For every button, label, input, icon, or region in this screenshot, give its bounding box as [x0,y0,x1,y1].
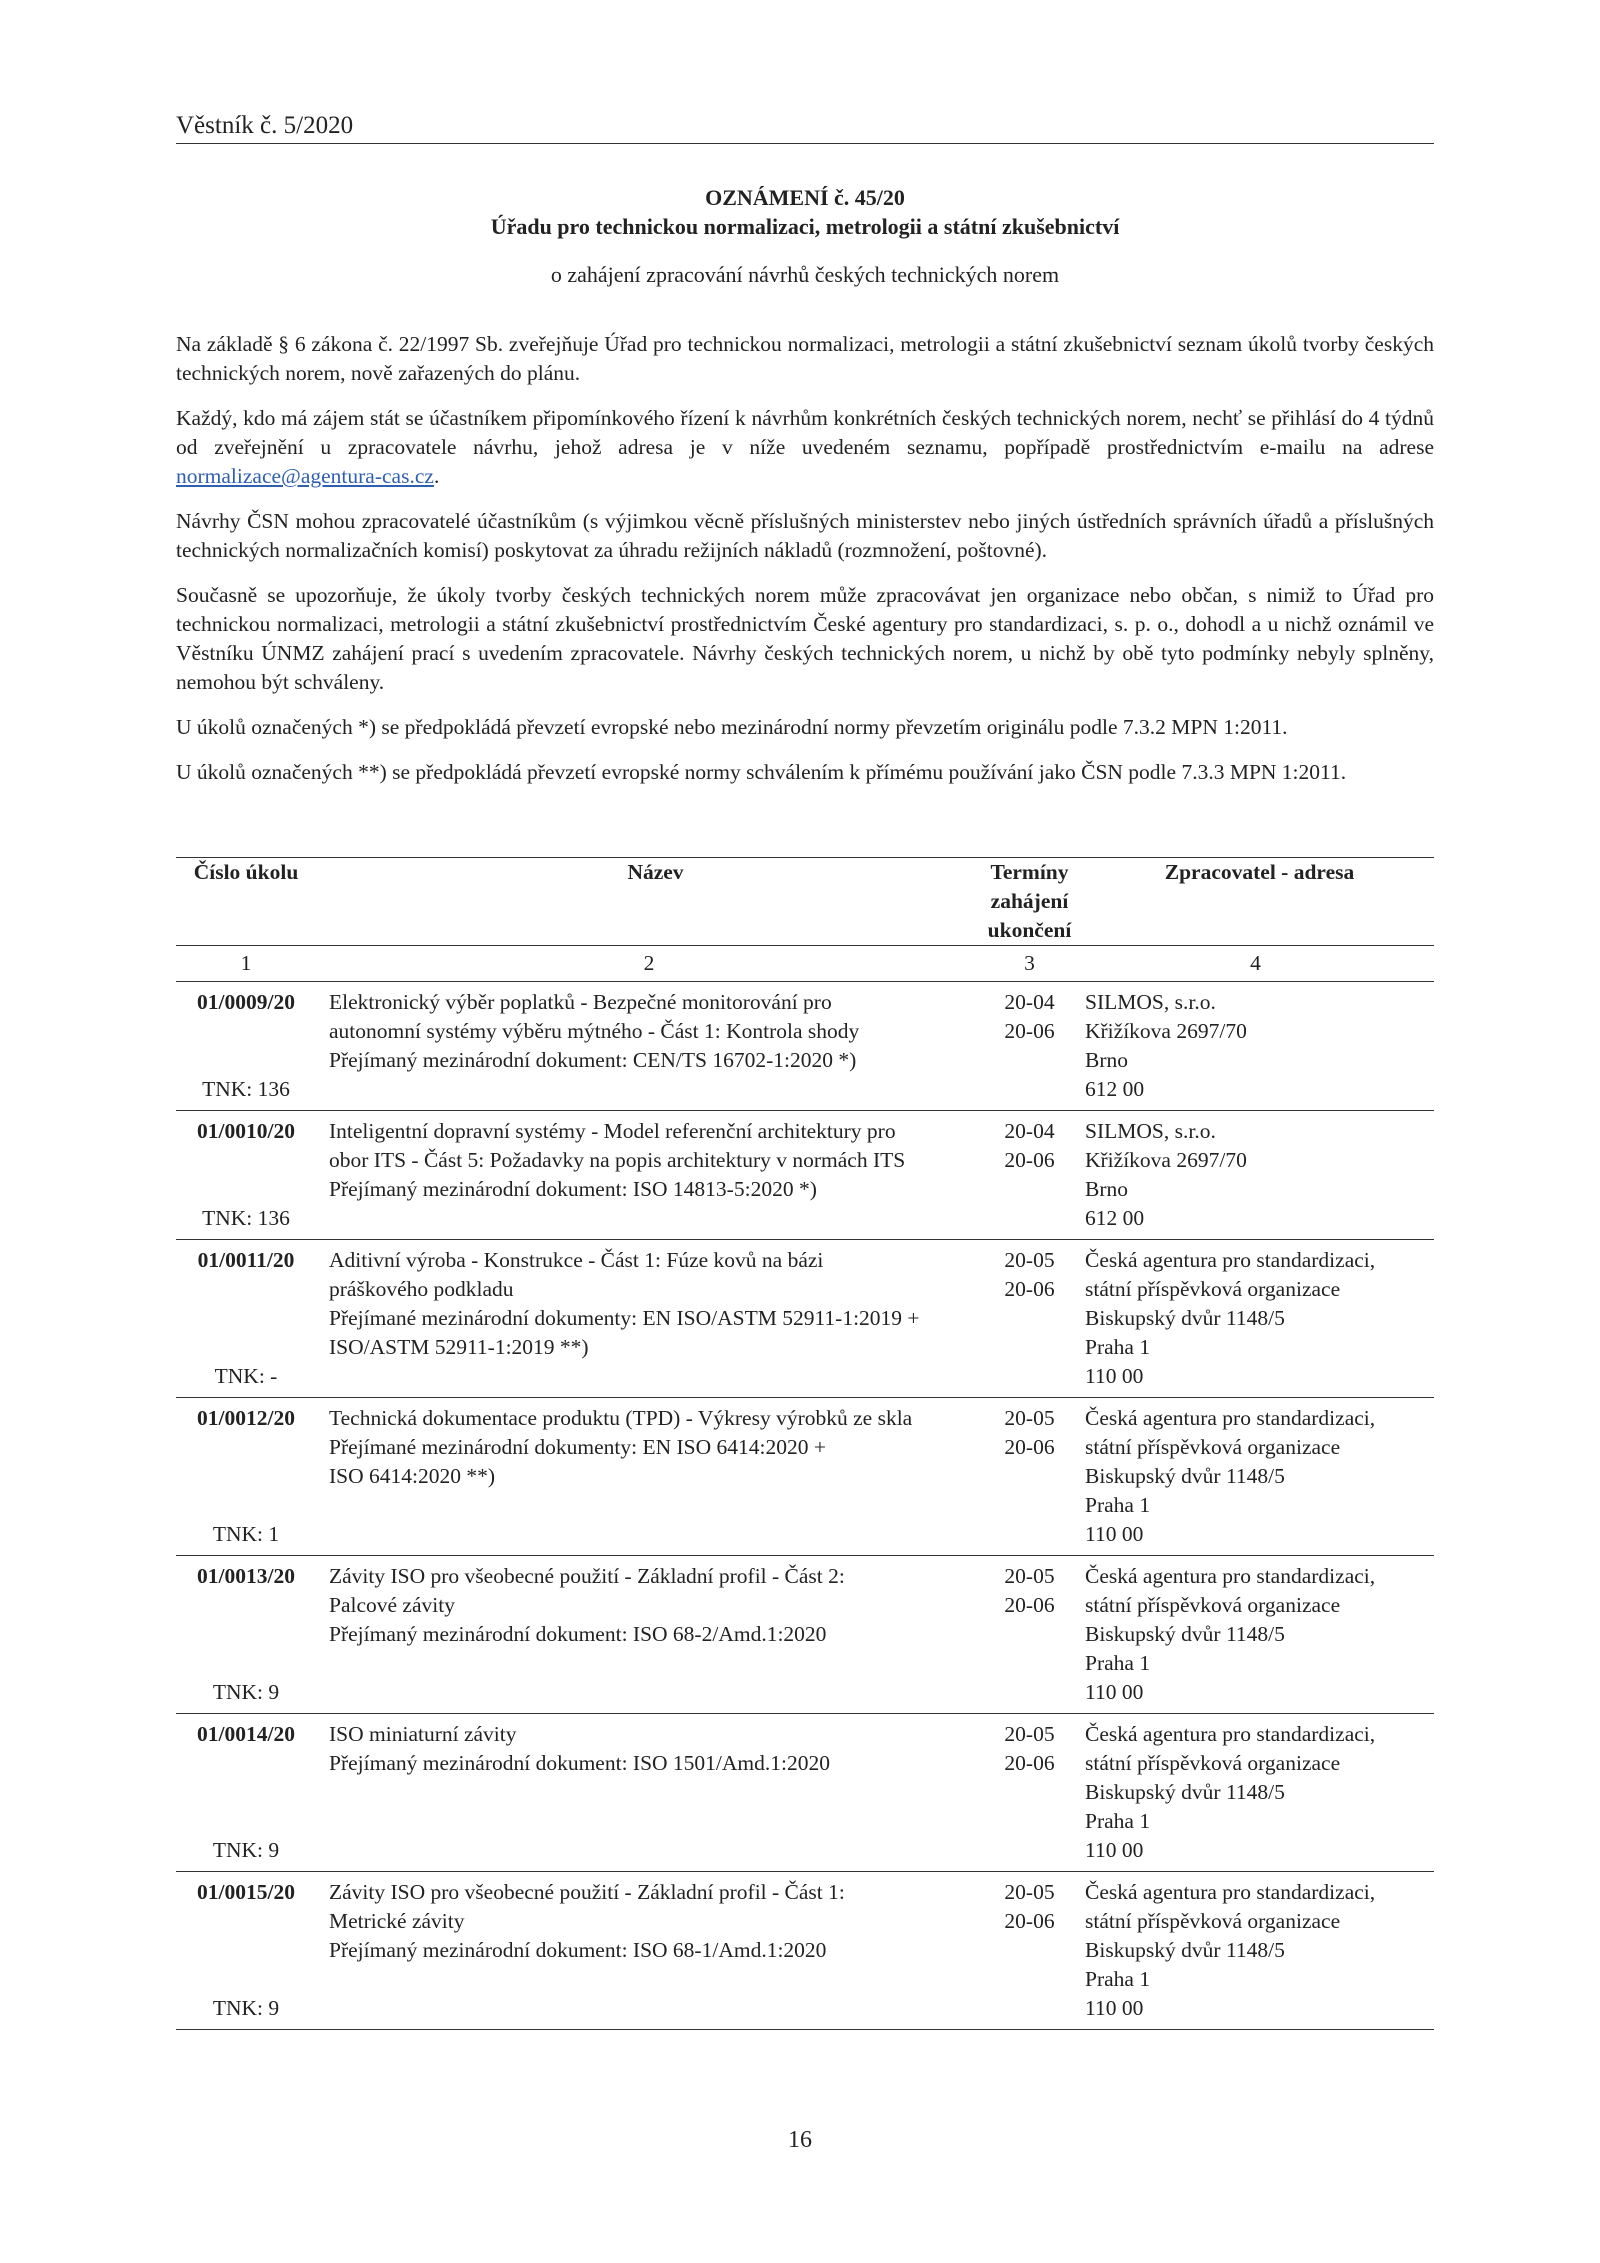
processor-address-line: Biskupský dvůr 1148/5 [1085,1306,1285,1330]
table-row [176,1111,1434,1240]
header-task-number: Číslo úkolu [193,860,299,884]
table-row [176,1240,1434,1398]
spacer [176,1017,316,1075]
processor-address-line: Česká agentura pro standardizaci, [1085,1564,1376,1588]
start-date: 20-05 [1004,1406,1055,1430]
task-id: 01/0014/20 [197,1722,295,1746]
header-dates-line: zahájení [990,889,1069,913]
processor-address-line: Praha 1 [1085,1809,1151,1833]
spacer [176,1591,316,1678]
header-processor: Zpracovatel - adresa [1164,860,1355,884]
task-name-cell [316,1398,982,1556]
start-date: 20-05 [1004,1722,1055,1746]
processor-address-line: 110 00 [1085,1838,1144,1862]
task-name-line: Přejímaný mezinárodní dokument: ISO 14813-5:2020 *) [329,1177,817,1201]
task-id-cell [176,1714,316,1872]
task-name-line: Elektronický výběr poplatků - Bezpečné monitorování pro [329,990,832,1014]
task-dates-cell [982,982,1077,1111]
task-id-cell [176,1111,316,1240]
end-date: 20-06 [1004,1019,1055,1043]
paragraph-conditions: Současně se upozorňuje, že úkoly tvorby českých technických norem může zpracovávat jen organizace nebo občan, s nimiž to Úřad pro technickou normalizaci, metrologii a státní zkušebnictví prostřednictvím České agentury pro standardizaci, s. p. o., dohodl a u nichž oznámil ve Věstníku ÚNMZ zahájení prací s uvedením zpracovatele. Návrhy českých technických norem, u nichž by obě tyto podmínky nebyly splněny, nemohou být schváleny. [176,583,1434,694]
processor-address-line: státní příspěvková organizace [1085,1593,1341,1617]
task-id: 01/0013/20 [197,1564,295,1588]
table-body [176,982,1434,2030]
processor-address-line: Praha 1 [1085,1335,1151,1359]
processor-cell [1077,1240,1434,1398]
paragraph-participation [176,404,1434,491]
task-name-cell [316,1714,982,1872]
processor-cell [1077,1556,1434,1714]
task-name-line: Aditivní výroba - Konstrukce - Část 1: Fúze kovů na bázi [329,1248,824,1272]
column-number-row [176,946,1434,982]
paragraph-note-double-star: U úkolů označených **) se předpokládá převzetí evropské normy schválením k přímému používání jako ČSN podle 7.3.3 MPN 1:2011. [176,760,1347,784]
start-date: 20-05 [1004,1564,1055,1588]
task-id: 01/0012/20 [197,1406,295,1430]
table-row [176,1556,1434,1714]
task-name-line: Technická dokumentace produktu (TPD) - Výkresy výrobků ze skla [329,1406,913,1430]
end-date: 20-06 [1004,1148,1055,1172]
processor-address-line: 110 00 [1085,1522,1144,1546]
processor-address-line: Biskupský dvůr 1148/5 [1085,1780,1285,1804]
processor-address-line: 612 00 [1085,1206,1145,1230]
processor-address-line: Praha 1 [1085,1967,1151,1991]
processor-address-line: státní příspěvková organizace [1085,1277,1341,1301]
task-name-line: Inteligentní dopravní systémy - Model referenční architektury pro [329,1119,896,1143]
start-date: 20-05 [1004,1880,1055,1904]
processor-address-line: Brno [1085,1177,1128,1201]
processor-address-line: Biskupský dvůr 1148/5 [1085,1938,1285,1962]
task-name-line: práškového podkladu [329,1277,514,1301]
task-name-line: Přejímaný mezinárodní dokument: ISO 68-1/Amd.1:2020 [329,1938,827,1962]
table-row [176,1872,1434,2030]
task-dates-cell [982,1398,1077,1556]
processor-address-line: 612 00 [1085,1077,1145,1101]
tasks-table [176,857,1434,2030]
tnk-label: TNK: - [214,1364,278,1388]
table-row [176,1714,1434,1872]
announcement-title: OZNÁMENÍ č. 45/20 [705,185,905,210]
announcement-subject: o zahájení zpracování návrhů českých technických norem [550,262,1060,287]
task-id: 01/0015/20 [197,1880,295,1904]
task-id: 01/0009/20 [197,990,295,1014]
tnk-label: TNK: 9 [212,1680,280,1704]
column-number: 2 [316,946,982,982]
paragraph-fees: Návrhy ČSN mohou zpracovatelé účastníkům (s výjimkou věcně příslušných ministerstev nebo jiných ústředních správních úřadů a příslušných technických normalizačních komisí) poskytovat za úhradu režijních nákladů (rozmnožení, poštovné). [176,509,1434,562]
task-name-cell [316,982,982,1111]
spacer [176,1749,316,1836]
task-dates-cell [982,1872,1077,2030]
table-row [176,1398,1434,1556]
processor-address-line: státní příspěvková organizace [1085,1751,1341,1775]
processor-address-line: Křižíkova 2697/70 [1085,1148,1247,1172]
column-number: 1 [176,946,316,982]
processor-cell [1077,1111,1434,1240]
tnk-label: TNK: 1 [212,1522,280,1546]
spacer [176,1275,316,1362]
end-date: 20-06 [1004,1277,1055,1301]
task-dates-cell [982,1240,1077,1398]
task-id: 01/0011/20 [197,1248,295,1272]
processor-address-line: Biskupský dvůr 1148/5 [1085,1622,1285,1646]
task-id-cell [176,982,316,1111]
task-name-line: obor ITS - Část 5: Požadavky na popis architektury v normách ITS [329,1148,906,1172]
task-name-line: Palcové závity [329,1593,455,1617]
column-number: 4 [1077,946,1434,982]
header-dates-line: ukončení [987,918,1072,942]
processor-address-line: státní příspěvková organizace [1085,1909,1341,1933]
start-date: 20-04 [1004,1119,1055,1143]
paragraph-participation-text: Každý, kdo má zájem stát se účastníkem připomínkového řízení k návrhům konkrétních českých technických norem, nechť se přihlásí do 4 týdnů od zveřejnění u zpracovatele návrhu, jehož adresa je v níže uvedeném seznamu, popřípadě prostřednictvím e-mailu na adrese [176,406,1434,459]
paragraph-note-single-star: U úkolů označených *) se předpokládá převzetí evropské nebo mezinárodní normy převzetím originálu podle 7.3.2 MPN 1:2011. [176,715,1288,739]
end-date: 20-06 [1004,1593,1055,1617]
title-block [176,183,1434,289]
task-name-cell [316,1111,982,1240]
tnk-label: TNK: 9 [212,1996,280,2020]
task-dates-cell [982,1714,1077,1872]
task-name-line: ISO 6414:2020 **) [329,1464,496,1488]
processor-address-line: 110 00 [1085,1996,1144,2020]
task-id-cell [176,1556,316,1714]
task-id-cell [176,1872,316,2030]
processor-address-line: SILMOS, s.r.o. [1085,1119,1216,1143]
task-id-cell [176,1240,316,1398]
email-link[interactable]: normalizace@agentura-cas.cz [176,464,434,488]
task-name-line: Závity ISO pro všeobecné použití - Základní profil - Část 1: [329,1880,845,1904]
processor-cell [1077,1398,1434,1556]
processor-address-line: 110 00 [1085,1364,1144,1388]
start-date: 20-04 [1004,990,1055,1014]
task-dates-cell [982,1556,1077,1714]
issuer-name: Úřadu pro technickou normalizaci, metrologii a státní zkušebnictví [490,214,1120,239]
tnk-label: TNK: 9 [212,1838,280,1862]
processor-address-line: Česká agentura pro standardizaci, [1085,1722,1376,1746]
header-name: Název [627,860,684,884]
task-name-line: Přejímaný mezinárodní dokument: CEN/TS 16702-1:2020 *) [329,1048,857,1072]
table-header-row [176,858,1434,946]
processor-address-line: Praha 1 [1085,1493,1151,1517]
processor-cell [1077,982,1434,1111]
processor-cell [1077,1714,1434,1872]
end-date: 20-06 [1004,1909,1055,1933]
task-id-cell [176,1398,316,1556]
task-name-line: ISO/ASTM 52911-1:2019 **) [329,1335,589,1359]
paragraph-participation-end: . [433,464,440,488]
task-name-cell [316,1240,982,1398]
task-name-cell [316,1556,982,1714]
paragraph-legal-basis: Na základě § 6 zákona č. 22/1997 Sb. zveřejňuje Úřad pro technickou normalizaci, metrologii a státní zkušebnictví seznam úkolů tvorby českých technických norem, nově zařazených do plánu. [176,332,1434,385]
processor-address-line: Česká agentura pro standardizaci, [1085,1248,1376,1272]
processor-address-line: Česká agentura pro standardizaci, [1085,1406,1376,1430]
tnk-label: TNK: 136 [202,1077,290,1101]
page-number: 16 [788,2127,812,2153]
table-row [176,982,1434,1111]
task-name-line: Závity ISO pro všeobecné použití - Základní profil - Část 2: [329,1564,845,1588]
processor-address-line: SILMOS, s.r.o. [1085,990,1216,1014]
processor-address-line: 110 00 [1085,1680,1144,1704]
spacer [176,1433,316,1520]
processor-address-line: státní příspěvková organizace [1085,1435,1341,1459]
task-name-line: Přejímané mezinárodní dokumenty: EN ISO/ASTM 52911-1:2019 + [329,1306,920,1330]
header-dates-line: Termíny [990,860,1069,884]
processor-cell [1077,1872,1434,2030]
task-name-line: Přejímaný mezinárodní dokument: ISO 1501/Amd.1:2020 [329,1751,831,1775]
processor-address-line: Křižíkova 2697/70 [1085,1019,1247,1043]
task-name-line: ISO miniaturní závity [329,1722,517,1746]
tnk-label: TNK: 136 [202,1206,290,1230]
processor-address-line: Biskupský dvůr 1148/5 [1085,1464,1285,1488]
task-name-cell [316,1872,982,2030]
spacer [176,1907,316,1994]
body-text [176,330,1434,803]
task-id: 01/0010/20 [197,1119,295,1143]
task-name-line: Přejímané mezinárodní dokumenty: EN ISO 6414:2020 + [329,1435,826,1459]
processor-address-line: Česká agentura pro standardizaci, [1085,1880,1376,1904]
task-name-line: autonomní systémy výběru mýtného - Část 1: Kontrola shody [329,1019,860,1043]
end-date: 20-06 [1004,1435,1055,1459]
processor-address-line: Brno [1085,1048,1128,1072]
page-header: Věstník č. 5/2020 [176,112,1434,144]
end-date: 20-06 [1004,1751,1055,1775]
column-number: 3 [982,946,1077,982]
spacer [176,1146,316,1204]
task-dates-cell [982,1111,1077,1240]
task-name-line: Přejímaný mezinárodní dokument: ISO 68-2/Amd.1:2020 [329,1622,827,1646]
header-dates [982,858,1077,946]
start-date: 20-05 [1004,1248,1055,1272]
processor-address-line: Praha 1 [1085,1651,1151,1675]
task-name-line: Metrické závity [329,1909,465,1933]
